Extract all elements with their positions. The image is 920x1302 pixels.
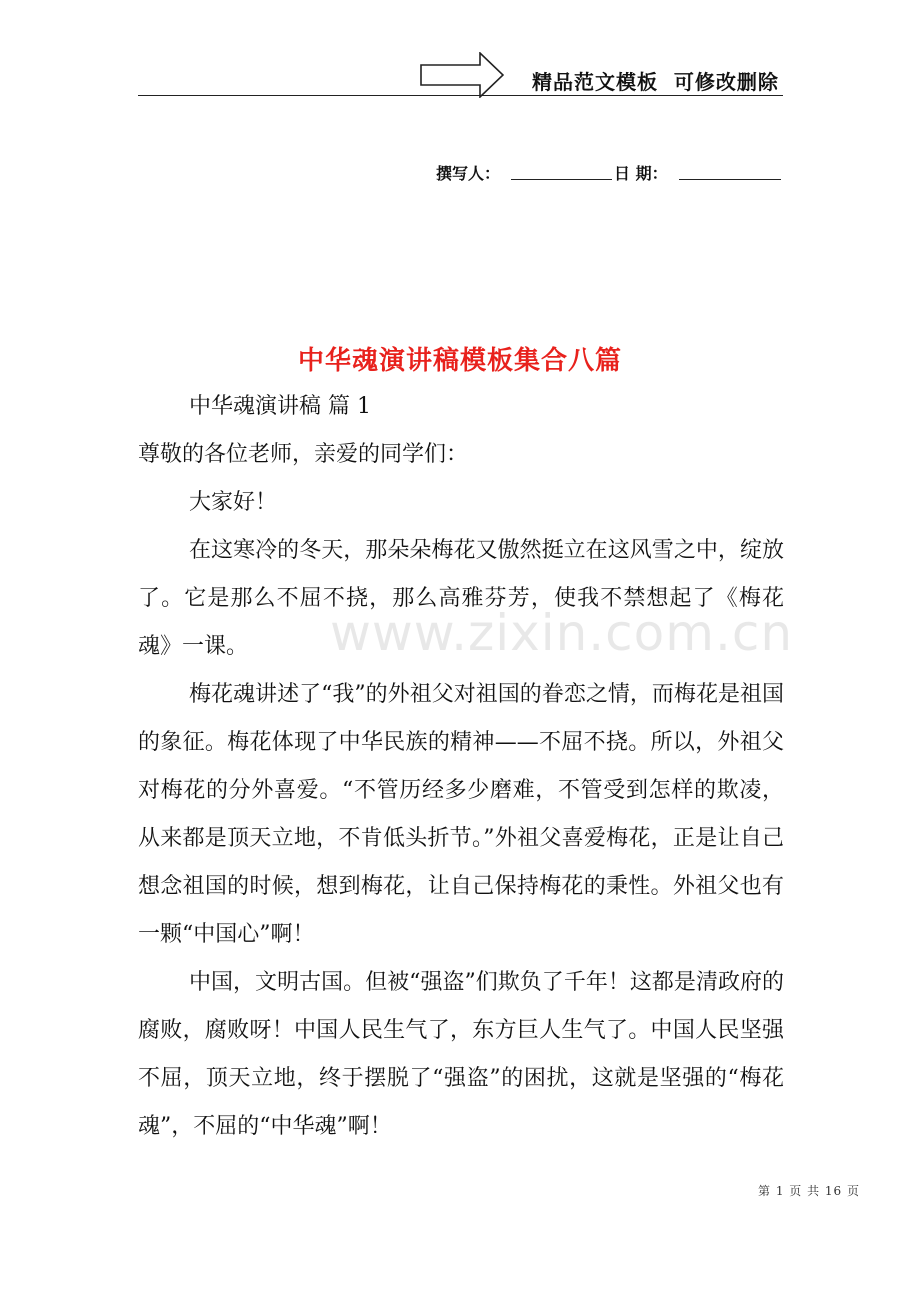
author-label: 撰写人： <box>436 164 501 183</box>
right-arrow-icon <box>420 52 504 98</box>
document-title: 中华魂演讲稿模板集合八篇 <box>297 346 622 376</box>
watermark: www.zixin.com.cn <box>330 604 794 662</box>
paragraph: 中国，文明古国。但被“强盗”们欺负了千年！这都是清政府的腐败，腐败呀！中国人民生气了，东方巨人生气了。中国人民坚强不屈，顶天立地，终于摆脱了“强盗”的困扰，这就是坚强的“梅花魂”，不屈的“中华魂”啊！ <box>138 970 784 1139</box>
date-label: 日 期： <box>614 164 668 183</box>
document-body <box>138 383 784 1151</box>
paragraph: 在这寒冷的冬天，那朵朵梅花又傲然挺立在这风雪之中，绽放了。它是那么不屈不挠，那么高雅芬芳，使我不禁想起了《梅花魂》一课。 <box>138 538 784 659</box>
paragraph-greeting: 大家好！ <box>189 490 278 515</box>
author-blank-line <box>511 179 612 180</box>
section-heading: 中华魂演讲稿 篇 1 <box>189 394 371 419</box>
date-blank-line <box>679 179 781 180</box>
page-footer: 第 1 页 共 16 页 <box>758 1184 860 1198</box>
salutation: 尊敬的各位老师，亲爱的同学们： <box>138 442 469 467</box>
header-divider <box>138 95 783 96</box>
paragraph: 梅花魂讲述了“我”的外祖父对祖国的眷恋之情，而梅花是祖国的象征。梅花体现了中华民族的精神——不屈不挠。所以，外祖父对梅花的分外喜爱。“不管历经多少磨难，不管受到怎样的欺凌，从来都是顶天立地，不肯低头折节。”外祖父喜爱梅花，正是让自己想念祖国的时候，想到梅花，让自己保持梅花的秉性。外祖父也有一颗“中国心”啊！ <box>138 682 784 947</box>
header-banner-text: 精品范文模板 可修改删除 <box>532 70 779 94</box>
